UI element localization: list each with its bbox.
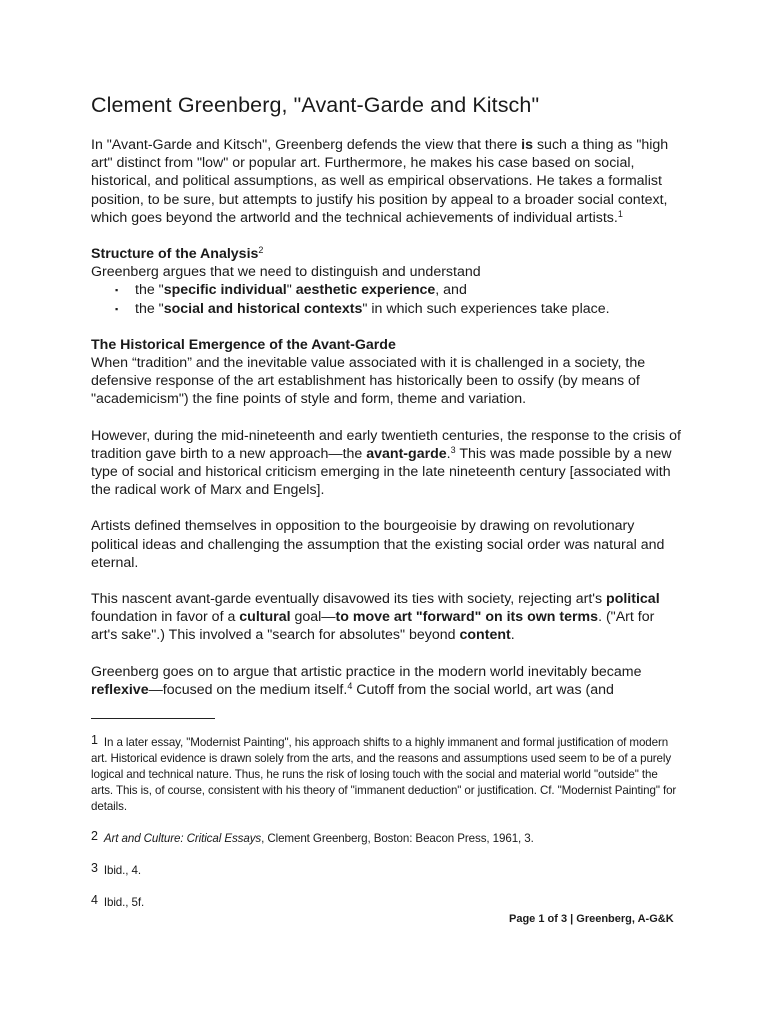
- footnotes: [91, 718, 681, 924]
- footnote-ref: 4: [347, 680, 353, 691]
- text-run: Greenberg goes on to argue that artistic practice in the modern world inevitably became: [91, 663, 642, 680]
- text-run: This nascent avant-garde eventually disavowed its ties with society, rejecting art's: [91, 591, 607, 608]
- footnote-number: 2: [91, 829, 98, 843]
- footnote-text: In a later essay, "Modernist Painting", his approach shifts to a highly immanent and formal justification of modern art. Historical evidence is drawn solely from the arts, and the reasons and assumptions used seem to be of a purely logical and technical nature. Thus, he runs the risk of losing touch with the social and material world "outside" the arts. This is, of course, consistent with his theory of "immanent deduction" or justification. Cf. "Modernist Painting" for details.: [91, 736, 677, 813]
- structure-list: [91, 281, 681, 317]
- emergence-paragraph-5: [91, 663, 681, 699]
- text-run: foundation in favor of a: [91, 609, 240, 626]
- section-heading-emergence: The Historical Emergence of the Avant-Garde: [91, 336, 396, 353]
- bold-run: aesthetic experience: [295, 282, 436, 299]
- footnote-2: [91, 828, 681, 847]
- bold-run: is: [521, 137, 534, 153]
- text-run: the ": [135, 282, 164, 299]
- bold-run: cultural: [239, 609, 291, 626]
- footnote-1: [91, 732, 681, 815]
- body-text: [91, 92, 681, 699]
- text-run: Cutoff from the social world, art was (and: [352, 681, 614, 698]
- text-run: In "Avant-Garde and Kitsch", Greenberg defends the view that there: [91, 137, 522, 153]
- page-title: Clement Greenberg, "Avant-Garde and Kitsch": [91, 93, 540, 117]
- text-run: This was made possible by a new type of social and historical criticism emerging in the late nineteenth century [associated with the radical work of Marx and Engels].: [91, 445, 672, 499]
- bold-run: avant-garde: [366, 445, 447, 462]
- text-run: .: [510, 627, 515, 644]
- text-run: .: [446, 445, 451, 462]
- bold-run: to move art "forward" on its own terms: [335, 609, 599, 626]
- intro-paragraph: [91, 136, 681, 227]
- text-run: goal—: [290, 609, 336, 626]
- list-item: [91, 281, 681, 299]
- footnote-3: [91, 860, 681, 879]
- text-run: —focused on the medium itself.: [148, 681, 348, 698]
- bold-run: social and historical contexts: [163, 300, 363, 317]
- footnote-text: Ibid., 4.: [103, 864, 141, 877]
- heading-text: Structure of the Analysis: [91, 246, 259, 263]
- footnote-divider: [91, 718, 215, 719]
- footnote-text: , Clement Greenberg, Boston: Beacon Press, 1961, 3.: [261, 832, 534, 845]
- footnote-ref: 1: [617, 208, 623, 219]
- emergence-paragraph-2: [91, 427, 681, 500]
- footnote-text: Ibid., 5f.: [103, 896, 145, 909]
- emergence-paragraph-4: [91, 590, 681, 645]
- text-run: , and: [435, 282, 467, 299]
- footnote-number: 1: [91, 733, 98, 747]
- list-item: [91, 300, 681, 318]
- text-run: " in which such experiences take place.: [362, 300, 610, 317]
- footnote-ref: 3: [450, 444, 456, 455]
- footnote-ref: 2: [258, 245, 264, 256]
- footnote-number: 4: [91, 893, 98, 907]
- bullet-icon: ▪: [115, 285, 119, 296]
- bold-run: content: [459, 627, 511, 644]
- text-run: the ": [135, 300, 164, 317]
- section-heading-structure: [91, 245, 681, 263]
- emergence-paragraph-1: When “tradition” and the inevitable value associated with it is challenged in a society, the defensive response of the art establishment has historically been to ossify (by means of "academicism") the fine points of style and form, theme and variation.: [91, 355, 646, 408]
- footnote-book-title: Art and Culture: Critical Essays: [103, 832, 262, 845]
- bold-run: reflexive: [91, 681, 149, 698]
- emergence-paragraph-3: Artists defined themselves in opposition to the bourgeoisie by drawing on revolutionary political ideas and challenging the assumption that the existing social order was natural and eternal.: [91, 518, 665, 571]
- structure-lead: Greenberg argues that we need to distinguish and understand: [91, 264, 481, 281]
- bold-run: specific individual: [163, 282, 287, 299]
- bold-run: political: [606, 591, 660, 608]
- text-run: such a thing as "high art" distinct from "low" or popular art. Furthermore, he makes his case based on social, historical, and political assumptions, as well as empirical observations. He takes a formalist position, to be sure, but attempts to justify his position by appeal to a broader social context, which goes beyond the artworld and the technical achievements of individual artists.: [91, 137, 669, 226]
- text-run: . ("Art for art's sake".) This involved a "search for absolutes" beyond: [91, 609, 655, 644]
- footnote-4: [91, 892, 681, 911]
- text-run: ": [286, 282, 296, 299]
- page-footer: Page 1 of 3 | Greenberg, A-G&K: [509, 913, 674, 925]
- bullet-icon: ▪: [115, 303, 119, 314]
- footnote-number: 3: [91, 861, 98, 875]
- text-run: However, during the mid-nineteenth and early twentieth centuries, the response to the crisis of tradition gave birth to a new approach—the: [91, 427, 681, 462]
